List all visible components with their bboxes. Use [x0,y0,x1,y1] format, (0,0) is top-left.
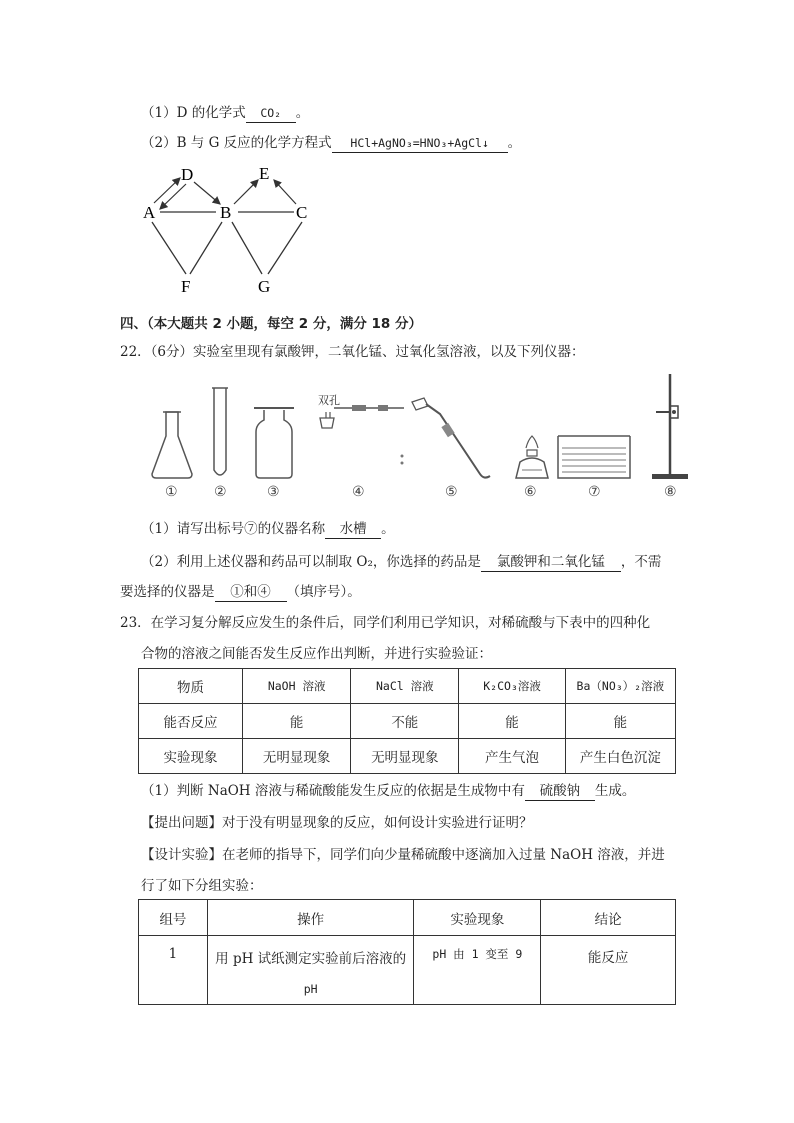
table1-header-row [139,669,676,704]
arrow-d-to-a [160,184,186,209]
apparatus-number-1: ① [165,485,178,500]
table1-cell: 能 [565,704,675,739]
apparatus-number-3: ③ [267,485,280,500]
apparatus-number-7: ⑦ [588,485,601,500]
table1-cell: 无明显现象 [243,739,351,774]
line-c-g [268,222,302,274]
q23-stem-line1: 23．在学习复分解反应发生的条件后，同学们利用已学知识，对稀硫酸与下表中的四种化 [120,615,651,631]
alcohol-lamp-icon [516,436,548,478]
line-b-g [232,222,262,274]
q21-part2-answer: HCl+AgNO₃=HNO₃+AgCl↓ [332,134,508,153]
q22-stem: 22．（6分）实验室里现有氯酸钾，二氧化锰、过氧化氢溶液，以及下列仪器： [120,344,585,360]
apparatus-number-5: ⑤ [445,485,458,500]
q23-stem-line2: 合物的溶液之间能否发生反应作出判断，并进行实验验证： [141,646,492,662]
table1-cell: 实验现象 [139,739,243,774]
line-a-f [152,222,186,274]
delivery-tube-icon [412,398,490,478]
q21-part1-answer: CO₂ [246,104,296,123]
table1-header-cell: NaOH 溶液 [243,669,351,704]
q22-part2-answer: 氯酸钾和二氧化锰 [481,553,621,572]
q22-part2-suffix: ，不需 [620,554,662,570]
q23-part1 [141,782,635,801]
test-tube-icon [212,388,228,475]
table2-header-row [139,900,676,936]
iron-stand-icon [652,374,688,479]
stopper-label: 双孔 [318,395,340,407]
q21-part1-prefix: （1）D 的化学式 [141,105,246,121]
q23-design-line2: 行了如下分组实验： [141,878,263,894]
q21-part1 [141,104,309,123]
two-hole-stopper-icon [320,405,404,465]
arrow-d-to-b [194,182,220,204]
q22-part2-prefix: （2）利用上述仪器和药品可以制取 O₂，你选择的药品是 [141,554,481,570]
apparatus-number-2: ② [214,485,227,500]
table2-cell-conclusion: 能反应 [541,936,676,1005]
node-e: E [259,164,270,183]
q23-part1-prefix: （1）判断 NaOH 溶液与稀硫酸能发生反应的依据是生成物中有 [141,783,525,799]
apparatus-number-4: ④ [352,485,365,500]
table1-header-cell: K₂CO₃溶液 [459,669,565,704]
q21-part2-suffix: 。 [507,135,522,151]
q21-part2-prefix: （2）B 与 G 反应的化学方程式 [141,135,332,151]
table1-cell: 能 [243,704,351,739]
node-d: D [181,165,194,184]
table-row [139,936,676,1005]
apparatus-number-6: ⑥ [524,485,537,500]
table2-header-cell: 操作 [207,900,414,936]
node-c: C [296,203,308,222]
q23-question-line: 【提出问题】对于没有明显现象的反应，如何设计实验进行证明？ [141,815,533,831]
apparatus-number-8: ⑧ [664,485,677,500]
operation-line1: 用 pH 试纸测定实验前后溶液的 [215,951,407,967]
operation-line2: pH [303,982,318,996]
q22-part1 [141,520,395,539]
table2-cell-group: 1 [139,936,208,1005]
gas-bottle-icon [254,408,294,478]
table1-header-cell: 物质 [139,669,243,704]
arrow-c-to-e [274,180,296,204]
q21-relation-diagram [130,160,330,300]
table-row [139,739,676,774]
table1-cell: 能 [459,704,565,739]
q21-part1-suffix: 。 [295,105,310,121]
node-a: A [143,203,156,222]
q22-part2-line2 [120,583,361,602]
table1-cell: 能否反应 [139,704,243,739]
node-b: B [220,203,232,222]
q22-part1-answer: 水槽 [325,520,381,539]
q22-part1-prefix: （1）请写出标号⑦的仪器名称 [141,521,326,537]
q22-part2-line2-prefix: 要选择的仪器是 [120,584,215,600]
node-f: F [181,277,191,296]
table1-header-cell: NaCl 溶液 [351,669,459,704]
water-trough-icon [558,436,630,478]
section-4-heading: 四、（本大题共 2 小题，每空 2 分，满分 18 分） [120,316,423,332]
q22-part1-suffix: 。 [381,521,395,537]
table-row [139,704,676,739]
q23-part1-answer: 硫酸钠 [525,782,595,801]
table2-header-cell: 结论 [541,900,676,936]
table1-cell: 产生白色沉淀 [565,739,675,774]
table1-cell: 无明显现象 [351,739,459,774]
table2-header-cell: 实验现象 [414,900,541,936]
conical-flask-icon [152,412,192,478]
table2-header-cell: 组号 [139,900,208,936]
q22-apparatus-figure [140,370,700,500]
q23-table1 [138,668,676,774]
q23-table2 [138,899,676,1005]
table2-cell-operation [207,936,414,1005]
table1-cell: 产生气泡 [459,739,565,774]
q23-design-line1: 【设计实验】在老师的指导下，同学们向少量稀硫酸中逐滴加入过量 NaOH 溶液，并进 [141,847,665,863]
table2-cell-observation: pH 由 1 变至 9 [414,936,541,1005]
q22-part2-line2-answer: ①和④ [215,583,287,602]
q22-part2-line2-suffix: （填序号）。 [286,584,361,600]
table1-header-cell: Ba（NO₃）₂溶液 [565,669,675,704]
q23-part1-suffix: 生成。 [594,783,636,799]
q22-part2 [141,553,661,572]
arrow-b-to-e [234,180,258,204]
node-g: G [258,277,271,296]
line-b-f [190,222,222,274]
arrow-a-to-d [154,178,180,203]
table1-cell: 不能 [351,704,459,739]
q21-part2 [141,134,521,153]
